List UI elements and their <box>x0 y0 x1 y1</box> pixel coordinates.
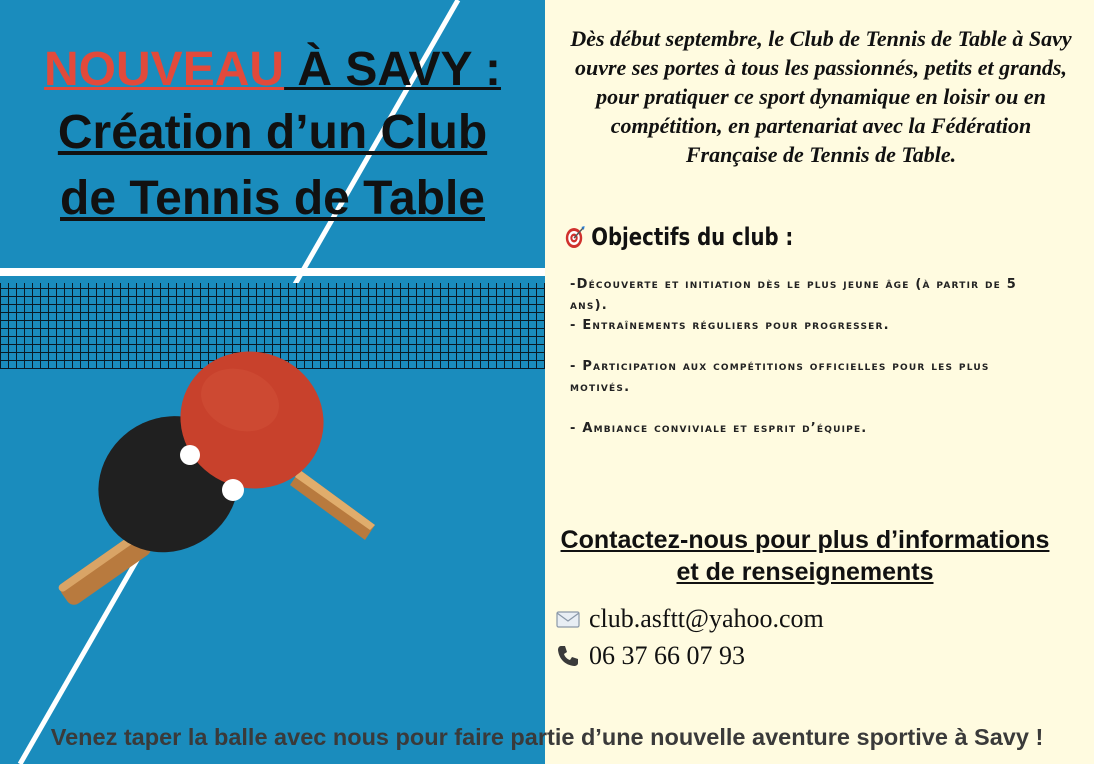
headline-line-1-rest: À SAVY : <box>284 43 501 96</box>
court-white-band <box>0 268 545 276</box>
list-item: - Entraînements réguliers pour progresser. <box>570 318 890 333</box>
objectives-title: Objectifs du club : <box>591 223 794 251</box>
email-row <box>555 604 824 634</box>
headline <box>0 40 545 232</box>
headline-line-3: de Tennis de Table <box>60 172 485 225</box>
ping-pong-ball <box>180 445 200 465</box>
phone-row <box>555 641 745 671</box>
headline-line-1 <box>0 40 545 100</box>
objectives-list <box>570 275 1040 439</box>
ping-pong-ball <box>222 479 244 501</box>
envelope-icon <box>555 606 581 632</box>
footer-tagline: Venez taper la balle avec nous pour faire partie d’une nouvelle aventure sportive à Savy ! <box>50 724 1044 750</box>
objectives-heading <box>565 223 793 251</box>
court-panel <box>0 0 545 764</box>
list-item: -Découverte et initiation dès le plus jeune âge (à partir de 5 ans). <box>570 277 1017 313</box>
target-dart-icon <box>565 225 585 249</box>
list-item: - Ambiance conviviale et esprit d’équipe. <box>570 420 868 436</box>
headline-highlight: NOUVEAU <box>44 43 285 96</box>
contact-heading: Contactez-nous pour plus d’informations et de renseignements <box>560 526 1050 586</box>
email-address[interactable]: club.asftt@yahoo.com <box>589 604 824 633</box>
list-item: - Participation aux compétitions officielles pour les plus motivés. <box>570 359 990 395</box>
phone-icon <box>555 643 581 669</box>
headline-line-2: Création d’un Club <box>57 106 488 159</box>
phone-number[interactable]: 06 37 66 07 93 <box>589 641 745 670</box>
intro-paragraph: Dès début septembre, le Club de Tennis de Table à Savy ouvre ses portes à tous les passionnés, petits et grands, pour pratiquer ce sport dynamique en loisir ou en compétition, en partenariat avec la Fédération Française de Tennis de Table. <box>570 26 1072 167</box>
